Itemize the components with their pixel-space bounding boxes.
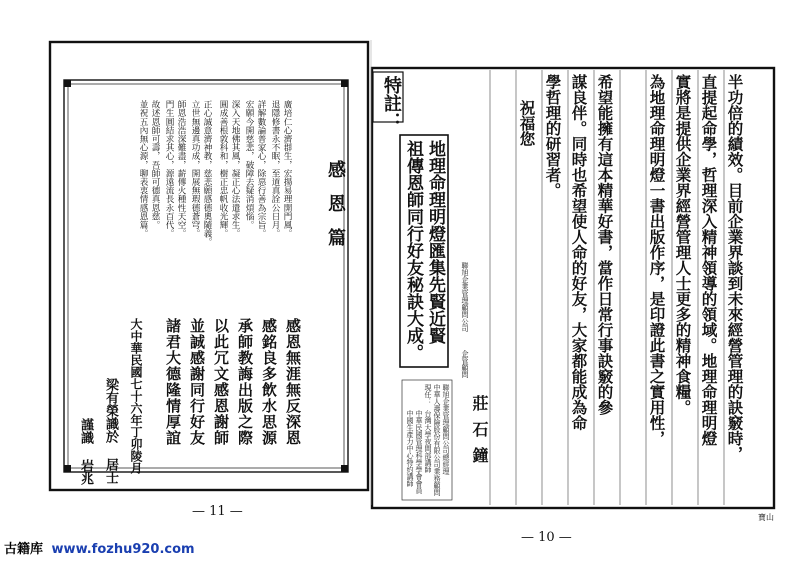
handwritten-column: 承師教誨出版之際 [236, 318, 254, 446]
credit-line: 現任： [424, 384, 432, 405]
printed-column: 圓成善根敦科和，樹正忠帆收光輝。 [218, 100, 228, 238]
site-name: 古籍库 [4, 542, 44, 557]
credit-line: 中國生產力中心特約講師 [406, 410, 414, 487]
handwritten-column: 實將是提供企業界經營管理人士更多的精神食糧。 [673, 74, 693, 415]
author-name: 莊石鐘 [470, 395, 489, 473]
handwritten-column: 為地理命理明燈一書出版作序，是印證此書之實用性， [647, 74, 667, 446]
right-page-number: — 10 — [521, 530, 572, 545]
company-name: 聯旭企業管理顧問公司 [461, 262, 469, 332]
printed-column: 廣培仁心濟群生，宏揚易理開門風。 [282, 100, 292, 238]
handwritten-column: 學哲理的研習者。 [543, 74, 563, 198]
note-line: 地理命理明燈匯集先賢近賢 [425, 140, 445, 344]
printed-column: 師恩浩浩深難盡，薪傳火種性天空。 [176, 100, 186, 238]
printed-column: 立世無邊真功成，開展無瑕德蒼穹。 [190, 100, 200, 238]
handwritten-column: 感恩無涯無反深恩 [284, 318, 302, 446]
printed-column: 深入天地佛其風，凝正心法遣求生。 [230, 100, 240, 238]
printed-column: 門生圓結求其心，源遠流長永百代。 [164, 100, 174, 238]
printed-column: 退隱修書永不眠，至道真詮公日月。 [270, 100, 280, 238]
handwritten-column: 諸君大德隆情厚誼 [164, 318, 182, 446]
printed-column: 正心誠意濟神教，慈悲願感德奧隨義。 [202, 100, 212, 247]
signature-closing: 謹識 岩兆 [78, 418, 93, 485]
left-page-title: 感恩篇 [325, 160, 346, 262]
printed-column: 宏願今開慈悲，破障去疑消煩惱。 [244, 100, 254, 229]
note-line: 祖傳恩師同行好友秘訣大成。 [403, 140, 423, 361]
signature-author: 梁有榮識於 居士 [103, 378, 118, 484]
printed-column: 故述恩師可壽，吾師可德真恩慈。 [150, 100, 160, 229]
handwritten-column: 謀良伴。同時也希望使人命的好友，大家都能成為命 [569, 74, 589, 431]
site-url-link[interactable]: www.fozhu920.com [51, 542, 195, 557]
corner-mark: 寶山 [758, 513, 774, 522]
signature-date: 大中華民國七十六年丁卯陵月 [129, 318, 143, 474]
printed-column: 並祝五內無心源，聊表衷情感恩篇。 [138, 100, 148, 238]
credit-line: 聯旭企業管理顧問公司總經理 [442, 384, 450, 475]
credit-line: 中華民國管理科學學會會員 [415, 410, 423, 494]
site-footer [4, 538, 195, 557]
printed-column: 詳解數論普家心，除惡行善為宗旨。 [256, 100, 266, 238]
handwritten-column: 直提起命學，哲理深入精神領導的領域。地理命理明燈 [699, 74, 719, 446]
handwritten-column: 希望能擁有這本精華好書，當作日常行事訣竅的參 [595, 74, 615, 415]
handwritten-column: 以此冗文感恩謝師 [212, 318, 230, 446]
handwritten-column: 感銘良多飲水思源 [260, 318, 278, 446]
handwritten-column: 半功倍的績效。目前企業界談到未來經營管理的訣竅時， [725, 74, 745, 462]
company-role: 企管顧問 [461, 350, 469, 378]
handwritten-column: 並誠感謝同行好友 [188, 318, 206, 446]
credit-line: 台灣大學夜間部講師 [424, 410, 432, 473]
tokuchu-label: 特註： [381, 76, 402, 130]
handwritten-column: 祝福您 [517, 100, 537, 147]
credit-line: 中華人壽保險股份有限公司業務顧問 [433, 384, 441, 496]
left-page-number: — 11 — [192, 504, 243, 519]
